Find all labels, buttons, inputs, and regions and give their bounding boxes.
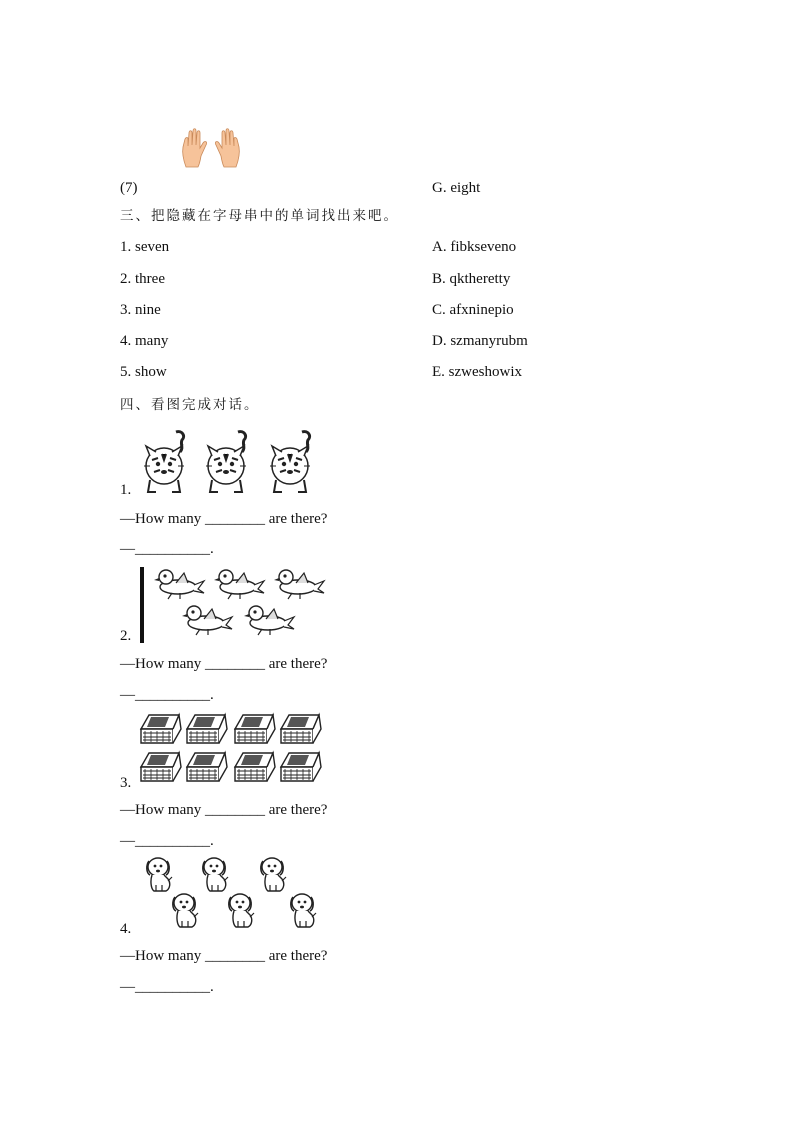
q4-question: —How many ________ are there? <box>120 948 328 964</box>
q4-number: 4. <box>120 921 132 937</box>
q1-number: 1. <box>120 482 132 498</box>
q2-number: 2. <box>120 628 132 644</box>
s3-word-1: 1. seven <box>120 239 170 255</box>
q3-answer: —__________. <box>120 833 214 849</box>
section-3-heading: 三、把隐藏在字母串中的单词找出来吧。 <box>120 208 399 224</box>
s3-option-a: A. fibkseveno <box>432 239 517 255</box>
q4-answer: —__________. <box>120 979 214 995</box>
s3-option-d: D. szmanyrubm <box>432 333 528 349</box>
birds-image <box>138 565 328 645</box>
s3-word-5: 5. show <box>120 364 167 380</box>
q1-question: —How many ________ are there? <box>120 511 328 527</box>
dogs-image <box>142 853 328 933</box>
item-7-option: G. eight <box>432 180 481 196</box>
q3-number: 3. <box>120 775 132 791</box>
item-7-number: (7) <box>120 180 138 196</box>
s3-option-b: B. qktheretty <box>432 271 511 287</box>
section-4-heading: 四、看图完成对话。 <box>120 397 260 413</box>
s3-option-e: E. szweshowix <box>432 364 522 380</box>
s3-option-c: C. afxninepio <box>432 302 514 318</box>
q2-question: —How many ________ are there? <box>120 656 328 672</box>
q3-question: —How many ________ are there? <box>120 802 328 818</box>
q2-answer: —__________. <box>120 687 214 703</box>
tigers-image <box>140 428 325 496</box>
q1-answer: —__________. <box>120 541 214 557</box>
s3-word-3: 3. nine <box>120 302 161 318</box>
hands-image <box>178 128 244 168</box>
pencil-boxes-image <box>139 709 325 785</box>
s3-word-4: 4. many <box>120 333 169 349</box>
s3-word-2: 2. three <box>120 271 165 287</box>
